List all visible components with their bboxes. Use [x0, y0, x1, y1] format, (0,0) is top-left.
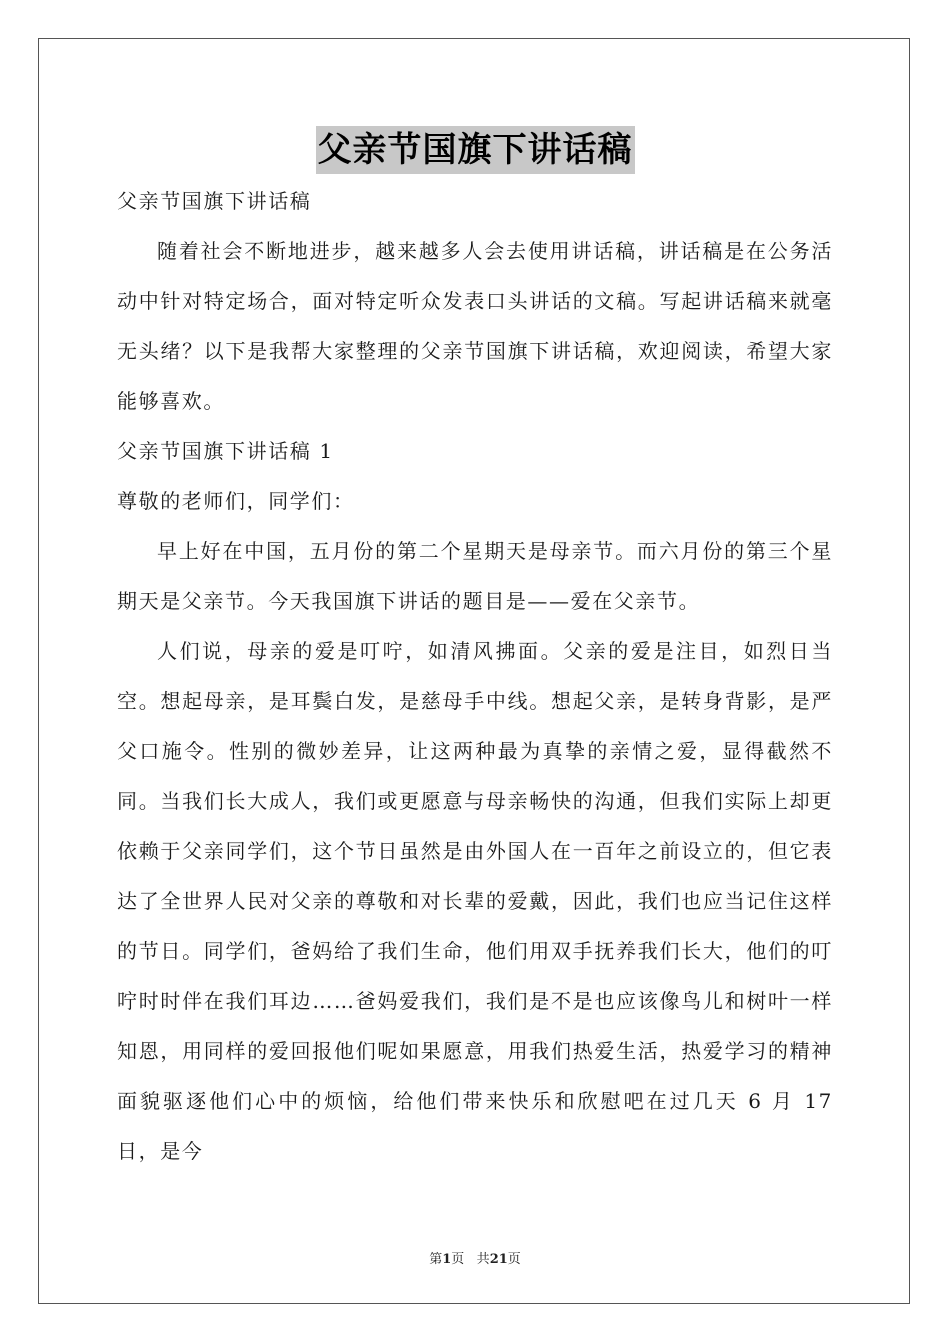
- footer-page-unit: 页: [451, 1252, 465, 1267]
- footer-prefix: 第: [429, 1252, 443, 1267]
- document-title: 父亲节国旗下讲话稿: [316, 126, 635, 174]
- paragraph: 早上好在中国，五月份的第二个星期天是母亲节。而六月份的第三个星期天是父亲节。今天我国旗下讲话的题目是——爱在父亲节。: [117, 539, 833, 613]
- footer-current-page: 1: [442, 1252, 452, 1267]
- paragraph: 父亲节国旗下讲话稿 1: [117, 439, 334, 463]
- page-footer: [0, 1248, 950, 1267]
- paragraph: 人们说，母亲的爱是叮咛，如清风拂面。父亲的爱是注目，如烈日当空。想起母亲，是耳鬓白发，是慈母手中线。想起父亲，是转身背影，是严父口施令。性别的微妙差异，让这两种最为真挚的亲情之爱，显得截然不同。当我们长大成人，我们或更愿意与母亲畅快的沟通，但我们实际上却更依赖于父亲同学们，这个节日虽然是由外国人在一百年之前设立的，但它表达了全世界人民对父亲的尊敬和对长辈的爱戴，因此，我们也应当记住这样的节日。同学们，爸妈给了我们生命，他们用双手抚养我们长大，他们的叮咛时时伴在我们耳边……爸妈爱我们，我们是不是也应该像鸟儿和树叶一样知恩，用同样的爱回报他们呢如果愿意，用我们热爱生活，热爱学习的精神面貌驱逐他们心中的烦恼，给他们带来快乐和欣慰吧在过几天 6 月 17 日，是今: [117, 639, 833, 1163]
- footer-total-unit: 页: [507, 1252, 521, 1267]
- paragraph: 尊敬的老师们，同学们：: [117, 489, 355, 513]
- footer-total-prefix: 共: [476, 1252, 490, 1267]
- paragraph: 父亲节国旗下讲话稿: [117, 189, 312, 213]
- footer-total-pages: 21: [489, 1252, 508, 1267]
- document-body: [117, 176, 833, 1176]
- title-container: [0, 126, 950, 174]
- paragraph: 随着社会不断地进步，越来越多人会去使用讲话稿，讲话稿是在公务活动中针对特定场合，面对特定听众发表口头讲话的文稿。写起讲话稿来就毫无头绪？以下是我帮大家整理的父亲节国旗下讲话稿，欢迎阅读，希望大家能够喜欢。: [117, 239, 833, 413]
